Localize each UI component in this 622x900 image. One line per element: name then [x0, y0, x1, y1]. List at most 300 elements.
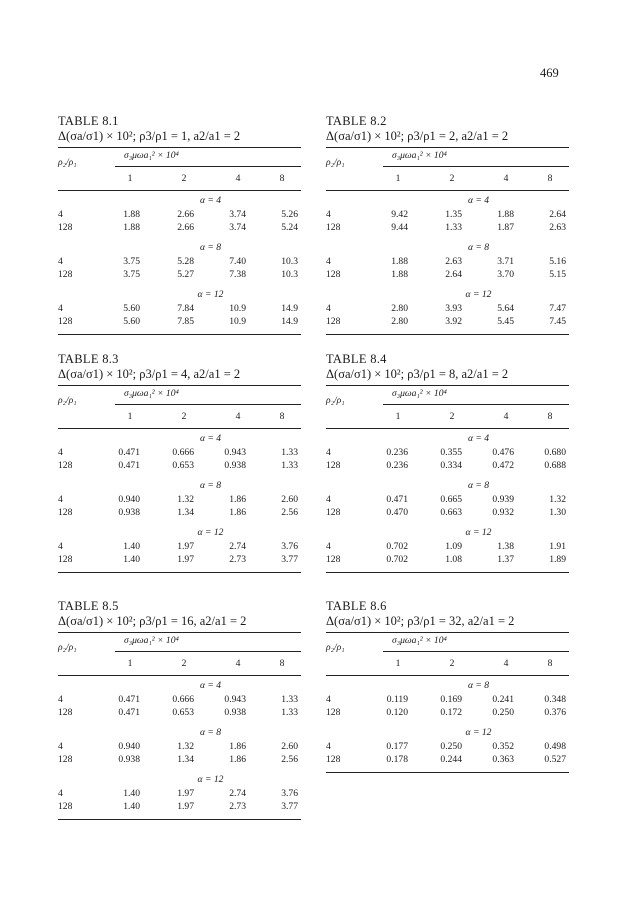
- table-caption: Δ(σa/σ1) × 10²; ρ3/ρ1 = 2, a2/a1 = 2: [326, 129, 569, 148]
- cell-value: 1.97: [177, 541, 194, 552]
- cell-value: 0.471: [118, 447, 140, 458]
- cell-value: 0.940: [118, 741, 140, 752]
- column-header: 2: [181, 411, 187, 422]
- column-headers: [326, 658, 569, 672]
- cell-value: 0.236: [386, 460, 408, 471]
- row-label: 4: [326, 741, 331, 752]
- table-row: [58, 255, 301, 268]
- table-row: [58, 446, 301, 459]
- cell-value: 3.76: [281, 788, 298, 799]
- table-bottom-rule: [326, 334, 569, 335]
- table-row: [326, 255, 569, 268]
- cell-value: 5.15: [549, 269, 566, 280]
- cell-value: 2.56: [281, 754, 298, 765]
- table-caption: Δ(σa/σ1) × 10²; ρ3/ρ1 = 32, a2/a1 = 2: [326, 614, 569, 633]
- cell-value: 1.97: [177, 788, 194, 799]
- table-1: [58, 114, 301, 335]
- table-caption: Δ(σa/σ1) × 10²; ρ3/ρ1 = 16, a2/a1 = 2: [58, 614, 301, 633]
- cell-value: 0.702: [386, 554, 408, 565]
- cell-value: 0.244: [440, 754, 462, 765]
- table-row: [326, 221, 569, 234]
- table-header: [326, 633, 569, 676]
- table-header: [58, 633, 301, 676]
- cell-value: 1.86: [229, 507, 246, 518]
- cell-value: 0.680: [544, 447, 566, 458]
- row-label: 128: [326, 707, 341, 718]
- row-label: 128: [58, 316, 73, 327]
- table-row: [326, 740, 569, 753]
- cell-value: 1.09: [445, 541, 462, 552]
- cell-value: 1.38: [497, 541, 514, 552]
- cell-value: 1.32: [177, 494, 194, 505]
- cell-value: 0.527: [544, 754, 566, 765]
- cell-value: 0.666: [172, 447, 194, 458]
- table-row: [326, 693, 569, 706]
- cell-value: 0.938: [118, 754, 140, 765]
- table-row: [326, 208, 569, 221]
- cell-value: 7.40: [229, 256, 246, 267]
- row-label: 128: [58, 554, 73, 565]
- cell-value: 1.33: [281, 460, 298, 471]
- row-label: 4: [58, 741, 63, 752]
- cell-value: 1.91: [549, 541, 566, 552]
- sigma-header: σ₃μωa₁² × 10⁴: [124, 635, 179, 646]
- cell-value: 1.88: [123, 222, 140, 233]
- group-title: α = 8: [199, 242, 222, 253]
- row-label: 4: [326, 303, 331, 314]
- cell-value: 1.97: [177, 801, 194, 812]
- header-divider: [383, 404, 569, 405]
- row-label: 128: [326, 460, 341, 471]
- cell-value: 2.74: [229, 541, 246, 552]
- cell-value: 1.35: [445, 209, 462, 220]
- table-2: [326, 114, 569, 335]
- cell-value: 1.86: [229, 741, 246, 752]
- cell-value: 1.86: [229, 754, 246, 765]
- column-header: 2: [449, 411, 455, 422]
- table-header: [326, 148, 569, 191]
- table-label: TABLE 8.6: [326, 599, 387, 613]
- cell-value: 5.28: [177, 256, 194, 267]
- cell-value: 1.40: [123, 801, 140, 812]
- cell-value: 0.470: [386, 507, 408, 518]
- cell-value: 1.33: [281, 694, 298, 705]
- table-row: [58, 740, 301, 753]
- cell-value: 10.9: [229, 303, 246, 314]
- column-header: 2: [449, 658, 455, 669]
- column-headers: [326, 411, 569, 425]
- cell-value: 2.66: [177, 222, 194, 233]
- table-row: [326, 553, 569, 566]
- cell-value: 1.08: [445, 554, 462, 565]
- cell-value: 5.27: [177, 269, 194, 280]
- rho-column-label: ρ₂/ρ₁: [58, 395, 77, 406]
- table-header: [326, 386, 569, 429]
- row-label: 128: [326, 554, 341, 565]
- table-row: [326, 506, 569, 519]
- sigma-header: σ₃μωa₁² × 10⁴: [392, 150, 447, 161]
- cell-value: 7.85: [177, 316, 194, 327]
- table-3: [58, 352, 301, 573]
- table-row: [58, 208, 301, 221]
- cell-value: 3.92: [445, 316, 462, 327]
- cell-value: 0.178: [386, 754, 408, 765]
- cell-value: 1.33: [281, 447, 298, 458]
- table-row: [58, 553, 301, 566]
- table-label: TABLE 8.3: [58, 352, 119, 366]
- row-label: 4: [326, 447, 331, 458]
- column-headers: [326, 173, 569, 187]
- rho-column-label: ρ₂/ρ₁: [58, 157, 77, 168]
- table-6: [326, 599, 569, 773]
- group-gap: [58, 566, 301, 570]
- cell-value: 1.40: [123, 788, 140, 799]
- table-caption: Δ(σa/σ1) × 10²; ρ3/ρ1 = 8, a2/a1 = 2: [326, 367, 569, 386]
- column-header: 1: [127, 411, 133, 422]
- cell-value: 0.363: [492, 754, 514, 765]
- row-label: 4: [58, 447, 63, 458]
- table-row: [58, 753, 301, 766]
- cell-value: 1.88: [123, 209, 140, 220]
- column-header: 2: [181, 173, 187, 184]
- column-header: 1: [127, 173, 133, 184]
- cell-value: 0.471: [386, 494, 408, 505]
- cell-value: 0.119: [386, 694, 408, 705]
- group-gap: [326, 234, 569, 238]
- cell-value: 0.355: [440, 447, 462, 458]
- table-row: [58, 268, 301, 281]
- rho-column-label: ρ₂/ρ₁: [326, 642, 345, 653]
- cell-value: 2.64: [445, 269, 462, 280]
- column-header: 8: [279, 411, 285, 422]
- cell-value: 2.66: [177, 209, 194, 220]
- cell-value: 2.74: [229, 788, 246, 799]
- cell-value: 2.73: [229, 801, 246, 812]
- cell-value: 1.37: [497, 554, 514, 565]
- row-label: 4: [58, 694, 63, 705]
- cell-value: 3.93: [445, 303, 462, 314]
- row-label: 4: [326, 494, 331, 505]
- column-header: 1: [127, 658, 133, 669]
- column-headers: [58, 173, 301, 187]
- cell-value: 0.498: [544, 741, 566, 752]
- cell-value: 0.348: [544, 694, 566, 705]
- cell-value: 0.939: [492, 494, 514, 505]
- cell-value: 0.932: [492, 507, 514, 518]
- cell-value: 3.71: [497, 256, 514, 267]
- group-gap: [58, 766, 301, 770]
- cell-value: 5.60: [123, 316, 140, 327]
- group-title: α = 8: [467, 480, 490, 491]
- group-gap: [326, 519, 569, 523]
- group-gap: [326, 566, 569, 570]
- table-row: [58, 221, 301, 234]
- row-label: 128: [58, 707, 73, 718]
- cell-value: 0.471: [118, 460, 140, 471]
- cell-value: 5.16: [549, 256, 566, 267]
- header-divider: [383, 651, 569, 652]
- column-header: 2: [449, 173, 455, 184]
- cell-value: 0.943: [224, 694, 246, 705]
- cell-value: 10.9: [229, 316, 246, 327]
- header-divider: [383, 166, 569, 167]
- cell-value: 1.97: [177, 554, 194, 565]
- sigma-header: σ₃μωa₁² × 10⁴: [392, 388, 447, 399]
- group-title: α = 4: [199, 433, 222, 444]
- group-gap: [58, 281, 301, 285]
- cell-value: 3.74: [229, 209, 246, 220]
- table-row: [58, 800, 301, 813]
- table-row: [326, 753, 569, 766]
- cell-value: 0.943: [224, 447, 246, 458]
- cell-value: 0.938: [224, 707, 246, 718]
- cell-value: 3.77: [281, 801, 298, 812]
- cell-value: 0.653: [172, 460, 194, 471]
- column-header: 4: [235, 173, 241, 184]
- cell-value: 1.40: [123, 554, 140, 565]
- column-header: 8: [279, 173, 285, 184]
- cell-value: 14.9: [281, 303, 298, 314]
- cell-value: 10.3: [281, 256, 298, 267]
- row-label: 4: [58, 256, 63, 267]
- cell-value: 1.89: [549, 554, 566, 565]
- cell-value: 0.663: [440, 507, 462, 518]
- cell-value: 0.236: [386, 447, 408, 458]
- cell-value: 0.250: [440, 741, 462, 752]
- cell-value: 10.3: [281, 269, 298, 280]
- cell-value: 0.653: [172, 707, 194, 718]
- table-row: [58, 693, 301, 706]
- rho-column-label: ρ₂/ρ₁: [58, 642, 77, 653]
- table-5: [58, 599, 301, 820]
- table-header: [58, 386, 301, 429]
- group-gap: [326, 719, 569, 723]
- cell-value: 0.938: [118, 507, 140, 518]
- row-label: 128: [326, 269, 341, 280]
- column-header: 4: [235, 411, 241, 422]
- row-label: 128: [326, 316, 341, 327]
- cell-value: 0.250: [492, 707, 514, 718]
- row-label: 4: [326, 694, 331, 705]
- row-label: 4: [326, 209, 331, 220]
- cell-value: 14.9: [281, 316, 298, 327]
- cell-value: 3.76: [281, 541, 298, 552]
- cell-value: 0.476: [492, 447, 514, 458]
- column-header: 4: [503, 173, 509, 184]
- sigma-header: σ₃μωa₁² × 10⁴: [124, 388, 179, 399]
- group-title: α = 4: [467, 433, 490, 444]
- group-gap: [326, 766, 569, 770]
- header-divider: [115, 404, 301, 405]
- table-row: [326, 268, 569, 281]
- group-title: α = 8: [467, 242, 490, 253]
- table-row: [326, 459, 569, 472]
- table-bottom-rule: [58, 819, 301, 820]
- row-label: 128: [58, 222, 73, 233]
- cell-value: 3.75: [123, 256, 140, 267]
- cell-value: 0.940: [118, 494, 140, 505]
- table-row: [326, 493, 569, 506]
- cell-value: 7.45: [549, 316, 566, 327]
- table-row: [58, 315, 301, 328]
- row-label: 4: [58, 788, 63, 799]
- table-bottom-rule: [58, 572, 301, 573]
- rho-column-label: ρ₂/ρ₁: [326, 395, 345, 406]
- cell-value: 2.63: [549, 222, 566, 233]
- row-label: 4: [58, 494, 63, 505]
- cell-value: 0.352: [492, 741, 514, 752]
- table-row: [58, 493, 301, 506]
- row-label: 128: [326, 754, 341, 765]
- column-header: 8: [547, 173, 553, 184]
- group-gap: [326, 281, 569, 285]
- table-row: [326, 302, 569, 315]
- cell-value: 9.42: [391, 209, 408, 220]
- cell-value: 1.33: [281, 707, 298, 718]
- cell-value: 0.169: [440, 694, 462, 705]
- column-headers: [58, 411, 301, 425]
- cell-value: 7.47: [549, 303, 566, 314]
- cell-value: 1.88: [497, 209, 514, 220]
- cell-value: 2.56: [281, 507, 298, 518]
- row-label: 128: [58, 801, 73, 812]
- cell-value: 0.702: [386, 541, 408, 552]
- cell-value: 5.64: [497, 303, 514, 314]
- cell-value: 1.34: [177, 507, 194, 518]
- column-header: 4: [503, 658, 509, 669]
- group-title: α = 12: [197, 289, 224, 300]
- group-title: α = 12: [465, 289, 492, 300]
- table-caption: Δ(σa/σ1) × 10²; ρ3/ρ1 = 1, a2/a1 = 2: [58, 129, 301, 148]
- cell-value: 1.88: [391, 269, 408, 280]
- column-headers: [58, 658, 301, 672]
- table-bottom-rule: [326, 772, 569, 773]
- cell-value: 0.666: [172, 694, 194, 705]
- cell-value: 2.60: [281, 741, 298, 752]
- sigma-header: σ₃μωa₁² × 10⁴: [124, 150, 179, 161]
- table-row: [326, 315, 569, 328]
- cell-value: 2.73: [229, 554, 246, 565]
- table-caption: Δ(σa/σ1) × 10²; ρ3/ρ1 = 4, a2/a1 = 2: [58, 367, 301, 386]
- group-title: α = 4: [199, 195, 222, 206]
- column-header: 2: [181, 658, 187, 669]
- cell-value: 5.45: [497, 316, 514, 327]
- cell-value: 1.33: [445, 222, 462, 233]
- cell-value: 1.88: [391, 256, 408, 267]
- column-header: 4: [235, 658, 241, 669]
- group-gap: [58, 328, 301, 332]
- cell-value: 1.30: [549, 507, 566, 518]
- table-row: [58, 302, 301, 315]
- group-title: α = 8: [199, 727, 222, 738]
- column-header: 8: [547, 658, 553, 669]
- row-label: 128: [326, 507, 341, 518]
- table-label: TABLE 8.4: [326, 352, 387, 366]
- group-gap: [326, 472, 569, 476]
- row-label: 128: [58, 269, 73, 280]
- cell-value: 0.172: [440, 707, 462, 718]
- cell-value: 1.87: [497, 222, 514, 233]
- column-header: 1: [395, 411, 401, 422]
- group-title: α = 12: [197, 527, 224, 538]
- group-title: α = 12: [197, 774, 224, 785]
- cell-value: 3.70: [497, 269, 514, 280]
- cell-value: 1.32: [177, 741, 194, 752]
- cell-value: 3.75: [123, 269, 140, 280]
- cell-value: 5.26: [281, 209, 298, 220]
- group-title: α = 8: [199, 480, 222, 491]
- cell-value: 1.34: [177, 754, 194, 765]
- cell-value: 2.60: [281, 494, 298, 505]
- table-row: [58, 787, 301, 800]
- table-label: TABLE 8.1: [58, 114, 119, 128]
- row-label: 4: [326, 256, 331, 267]
- row-label: 128: [58, 507, 73, 518]
- header-divider: [115, 651, 301, 652]
- cell-value: 0.120: [386, 707, 408, 718]
- cell-value: 7.38: [229, 269, 246, 280]
- table-header: [58, 148, 301, 191]
- cell-value: 2.64: [549, 209, 566, 220]
- column-header: 8: [279, 658, 285, 669]
- group-gap: [58, 472, 301, 476]
- group-gap: [58, 234, 301, 238]
- cell-value: 0.471: [118, 707, 140, 718]
- cell-value: 0.938: [224, 460, 246, 471]
- cell-value: 5.60: [123, 303, 140, 314]
- table-label: TABLE 8.2: [326, 114, 387, 128]
- column-header: 1: [395, 658, 401, 669]
- cell-value: 2.80: [391, 316, 408, 327]
- column-header: 8: [547, 411, 553, 422]
- table-bottom-rule: [326, 572, 569, 573]
- cell-value: 1.32: [549, 494, 566, 505]
- row-label: 128: [58, 460, 73, 471]
- table-row: [326, 706, 569, 719]
- cell-value: 7.84: [177, 303, 194, 314]
- cell-value: 0.334: [440, 460, 462, 471]
- cell-value: 0.688: [544, 460, 566, 471]
- header-divider: [115, 166, 301, 167]
- cell-value: 0.471: [118, 694, 140, 705]
- cell-value: 0.241: [492, 694, 514, 705]
- group-title: α = 12: [465, 727, 492, 738]
- group-gap: [326, 328, 569, 332]
- row-label: 4: [58, 209, 63, 220]
- cell-value: 2.63: [445, 256, 462, 267]
- table-bottom-rule: [58, 334, 301, 335]
- sigma-header: σ₃μωa₁² × 10⁴: [392, 635, 447, 646]
- table-row: [326, 446, 569, 459]
- row-label: 4: [58, 303, 63, 314]
- cell-value: 9.44: [391, 222, 408, 233]
- page-number: 469: [540, 66, 559, 80]
- cell-value: 0.177: [386, 741, 408, 752]
- cell-value: 1.40: [123, 541, 140, 552]
- table-row: [58, 459, 301, 472]
- table-row: [58, 706, 301, 719]
- row-label: 4: [326, 541, 331, 552]
- column-header: 1: [395, 173, 401, 184]
- group-title: α = 8: [467, 680, 490, 691]
- row-label: 128: [58, 754, 73, 765]
- group-title: α = 4: [199, 680, 222, 691]
- cell-value: 0.665: [440, 494, 462, 505]
- group-title: α = 12: [465, 527, 492, 538]
- cell-value: 5.24: [281, 222, 298, 233]
- row-label: 128: [326, 222, 341, 233]
- cell-value: 0.472: [492, 460, 514, 471]
